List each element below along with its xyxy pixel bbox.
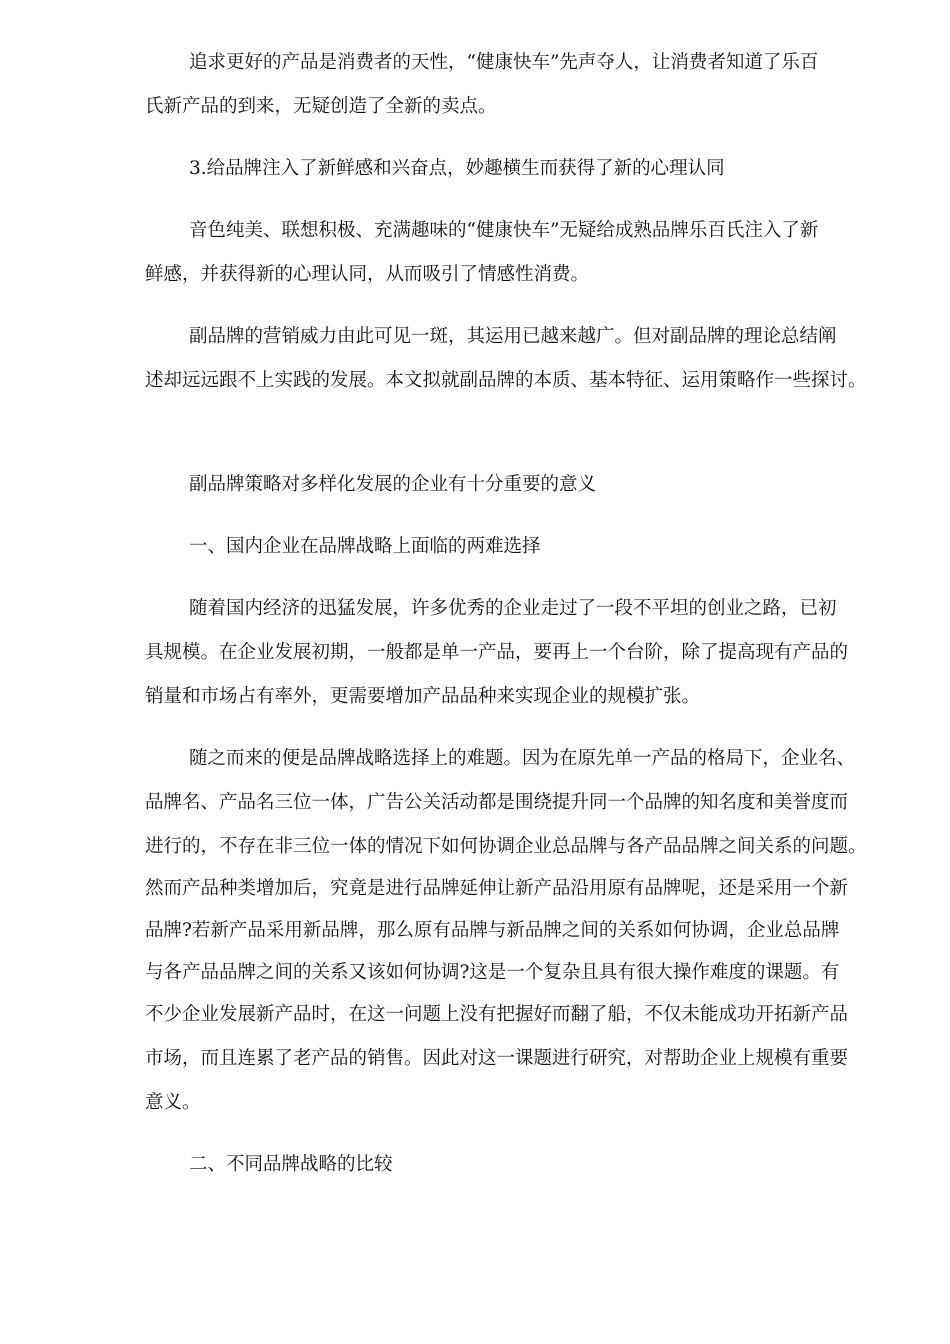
paragraph-line: 述却远远跟不上实践的发展。本文拟就副品牌的本质、基本特征、运用策略作一些探讨。 (145, 370, 867, 391)
paragraph-line: 然而产品种类增加后，究竟是进行品牌延伸让新产品沿用原有品牌呢，还是采用一个新 (145, 878, 849, 899)
paragraph-line: 不少企业发展新产品时，在这一问题上没有把握好而翻了船，不仅未能成功开拓新产品 (145, 1004, 849, 1025)
paragraph-line: 鲜感，并获得新的心理认同，从而吸引了情感性消费。 (145, 264, 590, 285)
paragraph-line: 品牌?若新产品采用新品牌，那么原有品牌与新品牌之间的关系如何协调，企业总品牌 (145, 920, 840, 941)
section-heading: 一、国内企业在品牌战略上面临的两难选择 (189, 536, 541, 557)
paragraph-line: 进行的，不存在非三位一体的情况下如何协调企业总品牌与各产品品牌之间关系的问题。 (145, 836, 867, 857)
paragraph-line: 具规模。在企业发展初期，一般都是单一产品，要再上一个台阶，除了提高现有产品的 (145, 642, 849, 663)
paragraph-line: 副品牌的营销威力由此可见一斑，其运用已越来越广。但对副品牌的理论总结阐 (189, 326, 837, 347)
section-heading: 3.给品牌注入了新鲜感和兴奋点，妙趣横生而获得了新的心理认同 (189, 158, 725, 179)
paragraph-line: 市场，而且连累了老产品的销售。因此对这一课题进行研究，对帮助企业上规模有重要 (145, 1048, 849, 1069)
section-heading: 二、不同品牌战略的比较 (189, 1154, 393, 1175)
paragraph-line: 销量和市场占有率外，更需要增加产品品种来实现企业的规模扩张。 (145, 686, 701, 707)
paragraph-line: 品牌名、产品名三位一体，广告公关活动都是围绕提升同一个品牌的知名度和美誉度而 (145, 792, 849, 813)
paragraph-line: 追求更好的产品是消费者的天性，“健康快车”先声夺人，让消费者知道了乐百 (189, 52, 819, 73)
paragraph-line: 与各产品品牌之间的关系又该如何协调?这是一个复杂且具有很大操作难度的课题。有 (145, 962, 840, 983)
paragraph-line: 意义。 (145, 1092, 201, 1113)
paragraph-line: 氏新产品的到来，无疑创造了全新的卖点。 (145, 96, 497, 117)
paragraph-line: 音色纯美、联想积极、充满趣味的“健康快车”无疑给成熟品牌乐百氏注入了新 (189, 220, 819, 241)
section-heading: 副品牌策略对多样化发展的企业有十分重要的意义 (189, 474, 597, 495)
paragraph-line: 随着国内经济的迅猛发展，许多优秀的企业走过了一段不平坦的创业之路，已初 (189, 598, 837, 619)
paragraph-line: 随之而来的便是品牌战略选择上的难题。因为在原先单一产品的格局下，企业名、 (189, 748, 856, 769)
